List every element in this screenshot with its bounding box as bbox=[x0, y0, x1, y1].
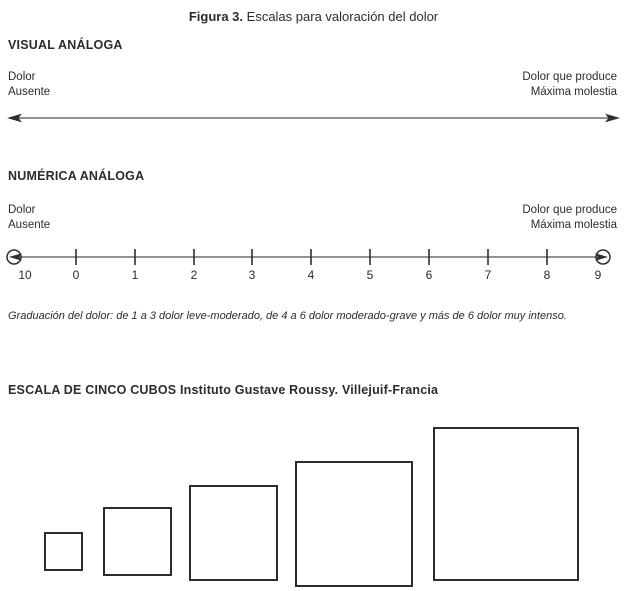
numeric-tick-label-9: 9 bbox=[594, 268, 602, 282]
numeric-tick-label-6: 6 bbox=[425, 268, 433, 282]
visual-left-line1: Dolor bbox=[8, 71, 36, 83]
numeric-tick-label-3: 3 bbox=[248, 268, 256, 282]
figure-title bbox=[0, 9, 627, 25]
numeric-tick-label-1: 1 bbox=[131, 268, 139, 282]
numeric-right-line1: Dolor que produce bbox=[522, 204, 617, 216]
visual-right-line1: Dolor que produce bbox=[522, 71, 617, 83]
numeric-scale-right-label bbox=[522, 203, 617, 233]
pain-cube-1 bbox=[44, 532, 83, 571]
visual-scale-heading: VISUAL ANÁLOGA bbox=[8, 38, 123, 52]
visual-scale-right-label bbox=[522, 70, 617, 100]
pain-cube-4 bbox=[295, 461, 413, 587]
gradation-note: Graduación del dolor: de 1 a 3 dolor leve-moderado, de 4 a 6 dolor moderado-grave y más de 6 dolor muy intenso. bbox=[8, 310, 567, 322]
numeric-tick-label-2: 2 bbox=[190, 268, 198, 282]
pain-cube-5 bbox=[433, 427, 579, 581]
cubes-scale-heading: ESCALA DE CINCO CUBOS Instituto Gustave Roussy. Villejuif-Francia bbox=[8, 383, 439, 397]
numeric-tick-label-0: 0 bbox=[72, 268, 80, 282]
numeric-scale-heading: NUMÉRICA ANÁLOGA bbox=[8, 169, 145, 183]
visual-scale-arrow bbox=[4, 110, 623, 126]
numeric-scale-left-label bbox=[8, 203, 50, 233]
pain-cube-2 bbox=[103, 507, 172, 576]
visual-right-line2: Máxima molestia bbox=[530, 86, 617, 98]
numeric-tick-label-10: 10 bbox=[18, 268, 32, 282]
numeric-tick-label-4: 4 bbox=[307, 268, 315, 282]
visual-left-line2: Ausente bbox=[8, 86, 51, 98]
numeric-right-line2: Máxima molestia bbox=[530, 219, 617, 231]
figure-title-text: Escalas para valoración del dolor bbox=[243, 9, 439, 24]
numeric-left-line2: Ausente bbox=[8, 219, 51, 231]
visual-scale-left-label bbox=[8, 70, 50, 100]
numeric-tick-label-7: 7 bbox=[484, 268, 492, 282]
numeric-tick-label-5: 5 bbox=[366, 268, 374, 282]
figure-number: Figura 3. bbox=[188, 9, 244, 24]
numeric-tick-label-8: 8 bbox=[543, 268, 551, 282]
pain-cube-3 bbox=[189, 485, 278, 581]
numeric-left-line1: Dolor bbox=[8, 204, 36, 216]
